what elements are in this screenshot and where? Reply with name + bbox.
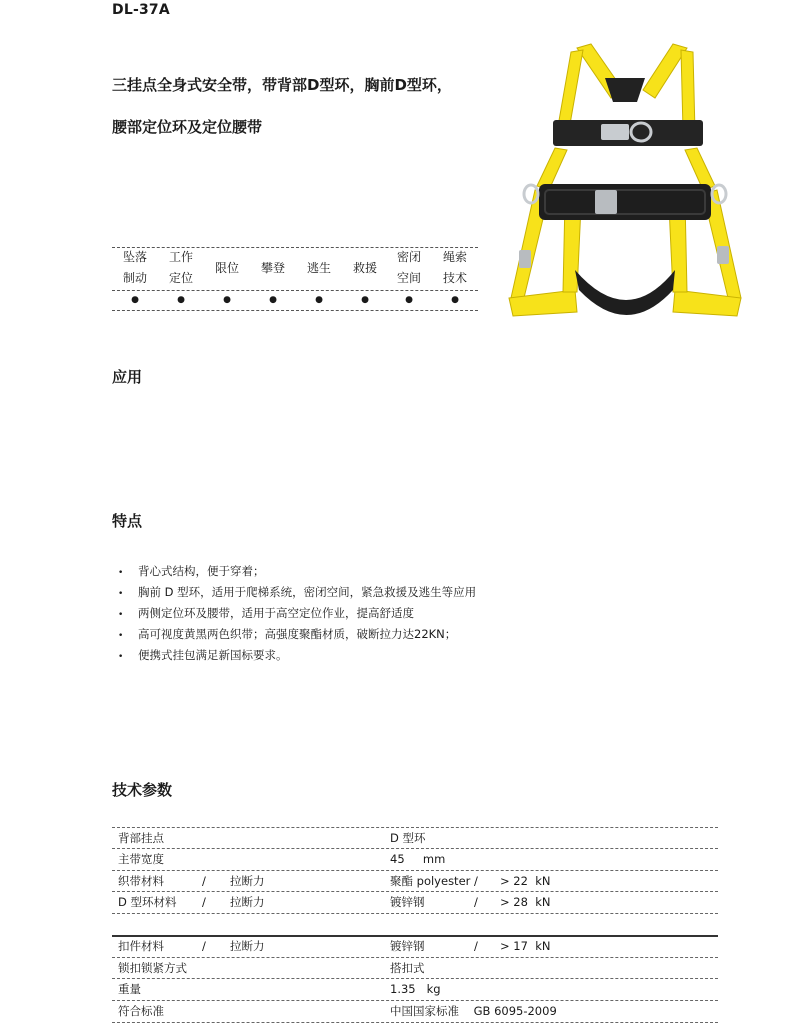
function-confined-space: 密闭 空间	[396, 250, 421, 285]
spec-sublabel: 拉断力	[230, 895, 265, 909]
spec-amount: > 28 kN	[500, 895, 551, 909]
spec-label: 重量	[118, 982, 141, 996]
function-mark: ●	[269, 295, 277, 305]
function-mark: ●	[451, 295, 459, 305]
function-mark: ●	[177, 295, 185, 305]
spec-sublabel: 拉断力	[230, 939, 265, 953]
spec-amount: > 22 kN	[500, 874, 551, 888]
sub-pelvic-strap	[575, 270, 675, 315]
function-rope-access: 绳索 技术	[442, 250, 467, 285]
model-number: DL-37A	[112, 2, 170, 18]
spec-separator: /	[474, 939, 478, 953]
spec-value: 镀锌钢	[390, 895, 425, 909]
feature-item: • 便携式挂包满足新国标要求。	[118, 648, 288, 662]
spec-separator: /	[202, 895, 206, 909]
function-rescue: 救援	[352, 261, 377, 275]
function-fall-arrest: 坠落 制动	[122, 250, 147, 285]
spec-value: 中国国家标准 GB 6095-2009	[390, 1004, 557, 1018]
function-escape: 逃生	[306, 261, 331, 275]
feature-item: • 胸前 D 型环，适用于爬梯系统，密闭空间，紧急救援及逃生等应用	[118, 585, 477, 599]
function-mark: ●	[361, 295, 369, 305]
spec-label: D 型环材料	[118, 895, 177, 909]
spec-value: 1.35 kg	[390, 982, 441, 996]
function-mark: ●	[131, 295, 139, 305]
spec-label: 符合标准	[118, 1004, 164, 1018]
function-mark: ●	[315, 295, 323, 305]
feature-item: • 两侧定位环及腰带，适用于高空定位作业，提高舒适度	[118, 606, 414, 620]
spec-label: 背部挂点	[118, 831, 164, 845]
harness-product-image	[505, 40, 745, 325]
function-restraint: 限位	[214, 261, 239, 275]
feature-item: • 高可视度黄黑两色织带；高强度聚酯材质，破断拉力达22KN；	[118, 627, 457, 641]
spec-separator: /	[474, 874, 478, 888]
spec-table	[112, 827, 718, 1023]
spec-value: 搭扣式	[390, 961, 425, 975]
feature-item: • 背心式结构，便于穿着；	[118, 564, 265, 578]
function-mark: ●	[223, 295, 231, 305]
section-application: 应用	[112, 368, 143, 386]
function-mark: ●	[405, 295, 413, 305]
function-work-positioning: 工作 定位	[168, 250, 193, 285]
spec-value: 聚酯 polyester	[390, 874, 471, 888]
spec-separator: /	[474, 895, 478, 909]
section-specs: 技术参数	[112, 781, 173, 799]
spec-label: 锁扣锁紧方式	[118, 961, 187, 975]
function-table	[112, 247, 478, 311]
spec-amount: > 17 kN	[500, 939, 551, 953]
spec-separator: /	[202, 939, 206, 953]
spec-label: 主带宽度	[118, 852, 164, 866]
product-title-line2: 腰部定位环及定位腰带	[112, 118, 263, 136]
spec-value: D 型环	[390, 831, 426, 845]
product-title-line1: 三挂点全身式安全带，带背部D型环，胸前D型环，	[112, 76, 452, 94]
spec-label: 扣件材料	[118, 939, 164, 953]
spec-separator: /	[202, 874, 206, 888]
spec-value: 镀锌钢	[390, 939, 425, 953]
spec-sublabel: 拉断力	[230, 874, 265, 888]
spec-value: 45 mm	[390, 852, 446, 866]
section-features: 特点	[112, 512, 143, 530]
spec-label: 织带材料	[118, 874, 164, 888]
function-climbing: 攀登	[260, 261, 285, 275]
